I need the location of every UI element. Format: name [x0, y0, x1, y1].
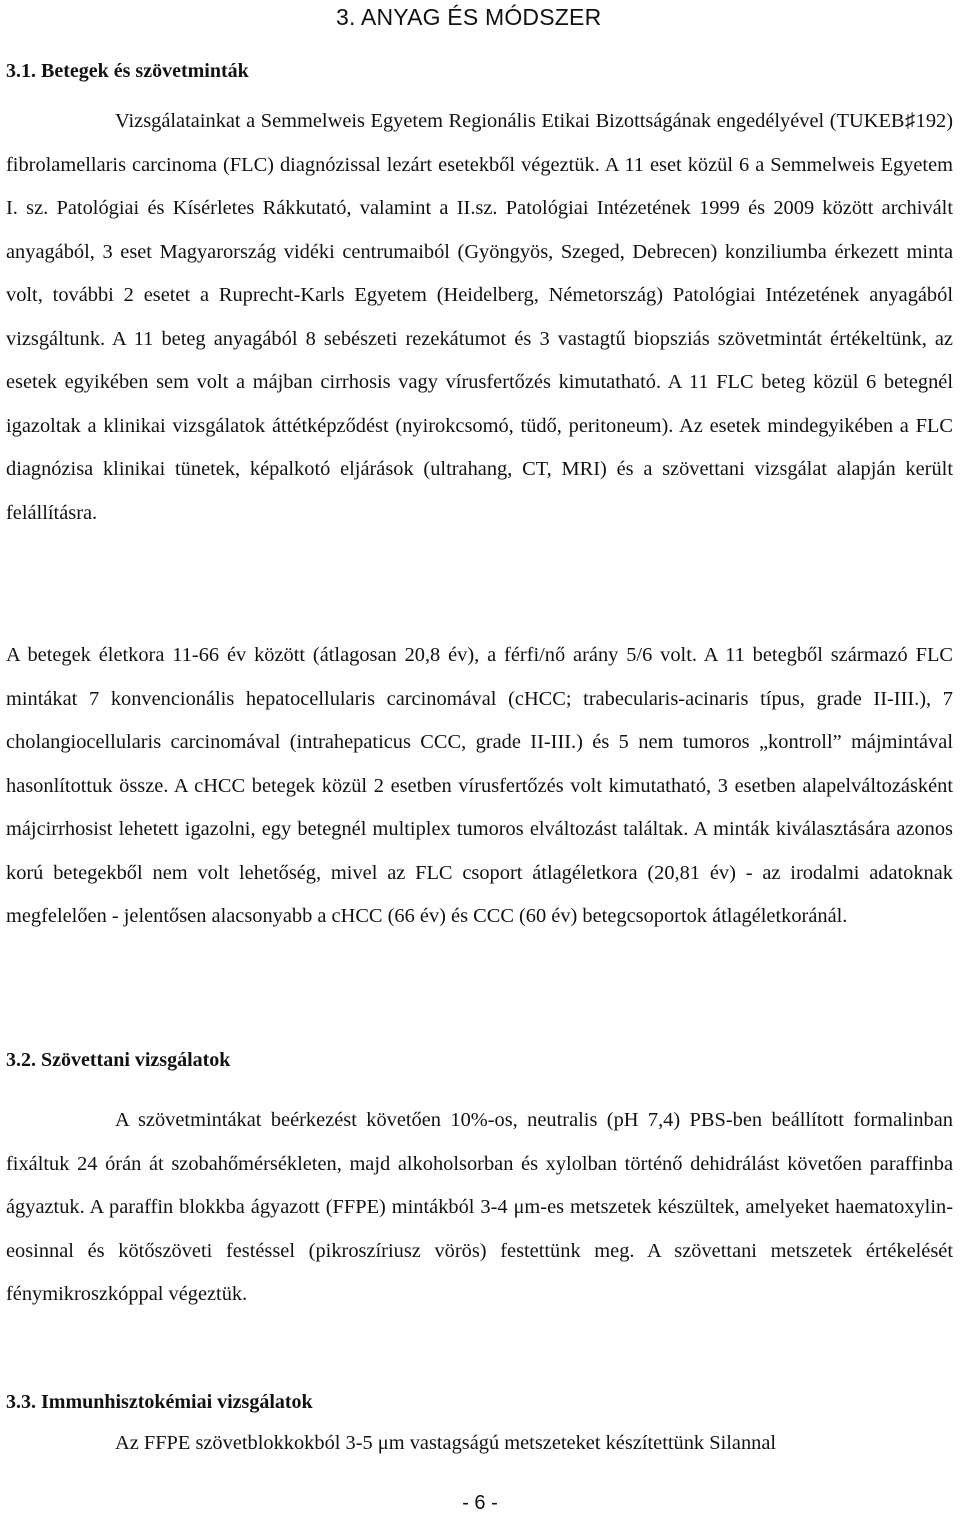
paragraph-patient-age: A betegek életkora 11-66 év között (átlagosan 20,8 év), a férfi/nő arány 5/6 volt. A 11 betegből származó FLC mintákat 7 konvencionális hepatocellularis carcinomával (cHCC; trabecularis-acinaris típus, grade II-III.), 7 cholangiocellularis carcinomával (intrahepaticus CCC, grade II-III.) és 5 nem tumoros „kontroll” májmintával hasonlítottuk össze. A cHCC betegek közül 2 esetben vírusfertőzés volt kimutatható, 3 esetben alapelváltozásként májcirrhosist lehetett igazolni, egy betegnél multiplex tumoros elváltozást találtak. A minták kiválasztására azonos korú betegekből nem volt lehetőség, mivel az FLC csoport átlagéletkora (20,81 év) - az irodalmi adatoknak megfelelően - jelentősen alacsonyabb a cHCC (66 év) és CCC (60 év) betegcsoportok átlagéletkoránál. [6, 644, 953, 927]
paragraph-patients-samples: Vizsgálatainkat a Semmelweis Egyetem Regionális Etikai Bizottságának engedélyével (TUKEB♯192) fibrolamellaris carcinoma (FLC) diagnózissal lezárt esetekből végeztük. A 11 eset közül 6 a Semmelweis Egyetem I. sz. Patológiai és Kísérletes Rákkutató, valamint a II.sz. Patológiai Intézetének 1999 és 2009 között archivált anyagából, 3 eset Magyarország vidéki centrumaiból (Gyöngyös, Szeged, Debrecen) konziliumba érkezett minta volt, további 2 esetet a Ruprecht-Karls Egyetem (Heidelberg, Németország) Patológiai Intézetének anyagából vizsgáltunk. A 11 beteg anyagából 8 sebészeti rezekátumot és 3 vastagtű biopsziás szövetmintát értékeltünk, az esetek egyikében sem volt a májban cirrhosis vagy vírusfertőzés kimutatható. A 11 FLC beteg közül 6 betegnél igazoltak a klinikai vizsgálatok áttétképződést (nyirokcsomó, tüdő, peritoneum). Az esetek mindegyikében a FLC diagnózisa klinikai tünetek, képalkotó eljárások (ultrahang, CT, MRI) és a szövettani vizsgálat alapján került felállításra. [6, 110, 953, 524]
section-heading-3-2: 3.2. Szövettani vizsgálatok [6, 1049, 231, 1071]
section-heading-3-3: 3.3. Immunhisztokémiai vizsgálatok [6, 1391, 313, 1413]
section-heading-3-1: 3.1. Betegek és szövetminták [6, 60, 249, 82]
chapter-title: 3. ANYAG ÉS MÓDSZER [336, 4, 602, 30]
paragraph-histology: A szövetmintákat beérkezést követően 10%-os, neutralis (pH 7,4) PBS-ben beállított formalinban fixáltuk 24 órán át szobahőmérsékleten, majd alkoholsorban és xylolban történő dehidrálást követően paraffinba ágyaztuk. A paraffin blokkba ágyazott (FFPE) mintákból 3-4 μm-es metszetek készültek, amelyeket haematoxylin-eosinnal és kötőszöveti festéssel (pikroszíriusz vörös) festettünk meg. A szövettani metszetek értékelését fénymikroszkóppal végeztük. [6, 1109, 953, 1305]
page-number: - 6 - [462, 1492, 498, 1514]
paragraph-immunohistochemistry: Az FFPE szövetblokkokból 3-5 μm vastagságú metszeteket készítettünk Silannal [115, 1432, 777, 1454]
